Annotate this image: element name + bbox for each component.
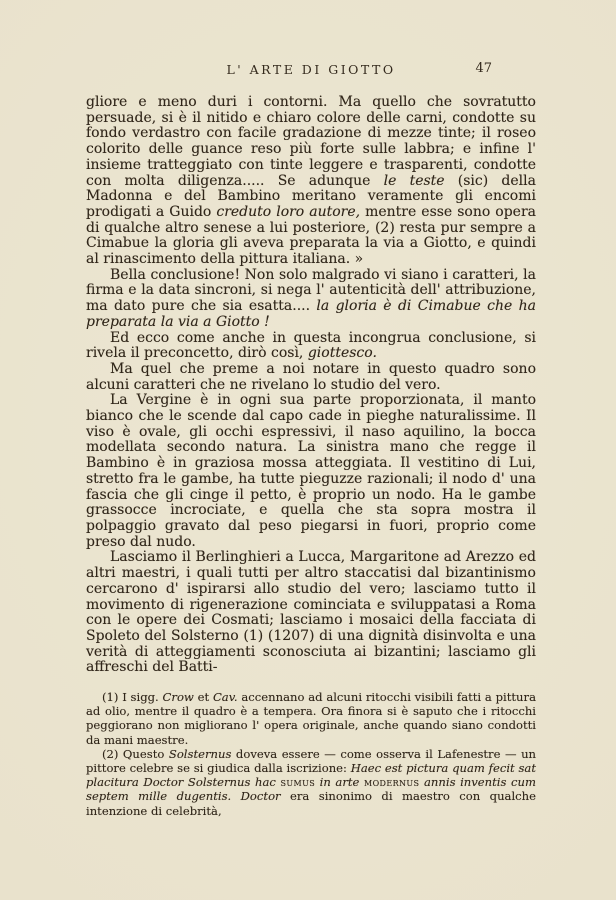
- footnote-segment: Cav.: [212, 690, 238, 705]
- paragraph-segment: Lasciamo il Berlinghieri a Lucca, Margaritone ad Arezzo ed altri maestri, i quali tutti per altro staccatisi dal bizantinismo cercarono d' ispirarsi allo studio del vero; lasciamo tutto il movimento di rigenerazione cominciata e sviluppatasi a Roma con le opere dei Cosmati; lasciamo i mosaici della facciata di Spoleto del Solsterno (1) (1207) di una dignità disinvolta e una verità di atteggiamenti sconosciuta ai bizantini; lasciamo gli affreschi del Batti-: [86, 549, 536, 676]
- text-column: [86, 95, 536, 818]
- footnote-segment: doveva essere — come osserva il Lafenestre — un pittore celebre se si giudica dalla iscrizione:: [86, 746, 537, 776]
- footnote-segment: Solsternus: [168, 746, 232, 761]
- paragraph-segment: gliore e meno duri i contorni. Ma quello che sovratutto persuade, si è il nitido e chiaro colore delle carni, condotte su fondo verdastro con facile gradazione di mezze tinte; il roseo colorito delle guance reso più forte sulle labbra; e infine l' insieme tratteggiato con tinte leggere e trasparenti, condotte con molta diligenza..... Se adunque: [86, 94, 536, 189]
- paragraph-segment: creduto loro autore,: [216, 203, 361, 220]
- footnote-segment: [231, 789, 240, 803]
- footnote-segment: in arte: [315, 775, 364, 790]
- paragraph: [86, 362, 536, 393]
- body-text: [86, 95, 536, 676]
- paragraph-segment: mentre esse sono opera di qualche altro senese a lui posteriore, (2) resta pur sempre a Cimabue la gloria gli aveva preparata la via a Giotto, e quindi al rinascimento della pittura italiana. »: [86, 203, 536, 268]
- page-number: 47: [475, 61, 492, 76]
- footnote-segment: Doctor: [240, 789, 281, 804]
- footnote-segment: (2) Questo: [102, 746, 169, 761]
- footnote-segment: Crow: [162, 690, 194, 705]
- footnote-segment: accennano ad alcuni ritocchi visibili fatti a pittura ad olio, mentre il quadro è a tempera. Ora finora si è saputo che i ritocchi peggiorano non migliorano l' opera originale, anche quando siano condotti da mani maestre.: [86, 690, 536, 747]
- footnote-segment: annis inventis cum septem mille dugentis.: [86, 775, 536, 804]
- paragraph-segment: le teste: [383, 172, 445, 189]
- page-header: [86, 62, 536, 77]
- footnote-segment: Haec est pictura quam fecit sat placitura Doctor Solsternus hac: [86, 761, 536, 790]
- paragraph-segment: La Vergine è in ogni sua parte proporzionata, il manto bianco che le scende dal capo cade in pieghe naturalissime. Il viso è ovale, gli occhi espressivi, il naso aquilino, la bocca modellata secondo natura. La sinistra mano che regge il Bambino è in graziosa mossa atteggiata. Il vestitino di Lui, stretto fra le gambe, ha tutte pieguzze razionali; il nodo d' una fascia che gli cinge il petto, è proprio un nodo. Ha le gambe grassocce incrociate, e quella che sta sopra mostra il polpaggio gravato dal peso piegarsi in fuori, proprio come preso dal nudo.: [86, 392, 536, 550]
- paragraph: [86, 550, 536, 676]
- paragraph-segment: la gloria è di Cimabue che ha preparata la via a Giotto !: [86, 298, 537, 330]
- header-title: L' ARTE DI GIOTTO: [226, 62, 396, 77]
- footnote: [86, 690, 536, 747]
- paragraph-segment: giottesco.: [307, 345, 377, 362]
- footnotes: [86, 690, 536, 818]
- footnote-segment: (1) I sigg.: [102, 690, 163, 705]
- paragraph-segment: (sic) della Madonna e del Bambino meritano veramente gli encomi prodigati a Guido: [86, 172, 536, 220]
- paragraph: [86, 331, 536, 362]
- paragraph-segment: Ed ecco come anche in questa incongrua conclusione, si rivela il preconcetto, dirò così,: [86, 329, 536, 362]
- paragraph: [86, 95, 536, 268]
- footnote-segment: et: [193, 690, 213, 705]
- footnote-segment: era sinonimo di maestro con qualche intenzione di celebrità,: [86, 789, 536, 818]
- paragraph: [86, 268, 536, 331]
- paragraph-segment: Ma quel che preme a noi notare in questo quadro sono alcuni caratteri che ne rivelano lo studio del vero.: [86, 360, 536, 393]
- paragraph: [86, 393, 536, 550]
- footnote-segment: modernus: [363, 775, 420, 790]
- footnote: [86, 747, 536, 818]
- footnote-segment: sumus: [280, 775, 316, 790]
- paragraph-segment: Bella conclusione! Non solo malgrado vi siano i caratteri, la firma e la data sincroni, si nega l' autenticità dell' attribuzione, ma dato pure che sia esatta....: [86, 266, 536, 315]
